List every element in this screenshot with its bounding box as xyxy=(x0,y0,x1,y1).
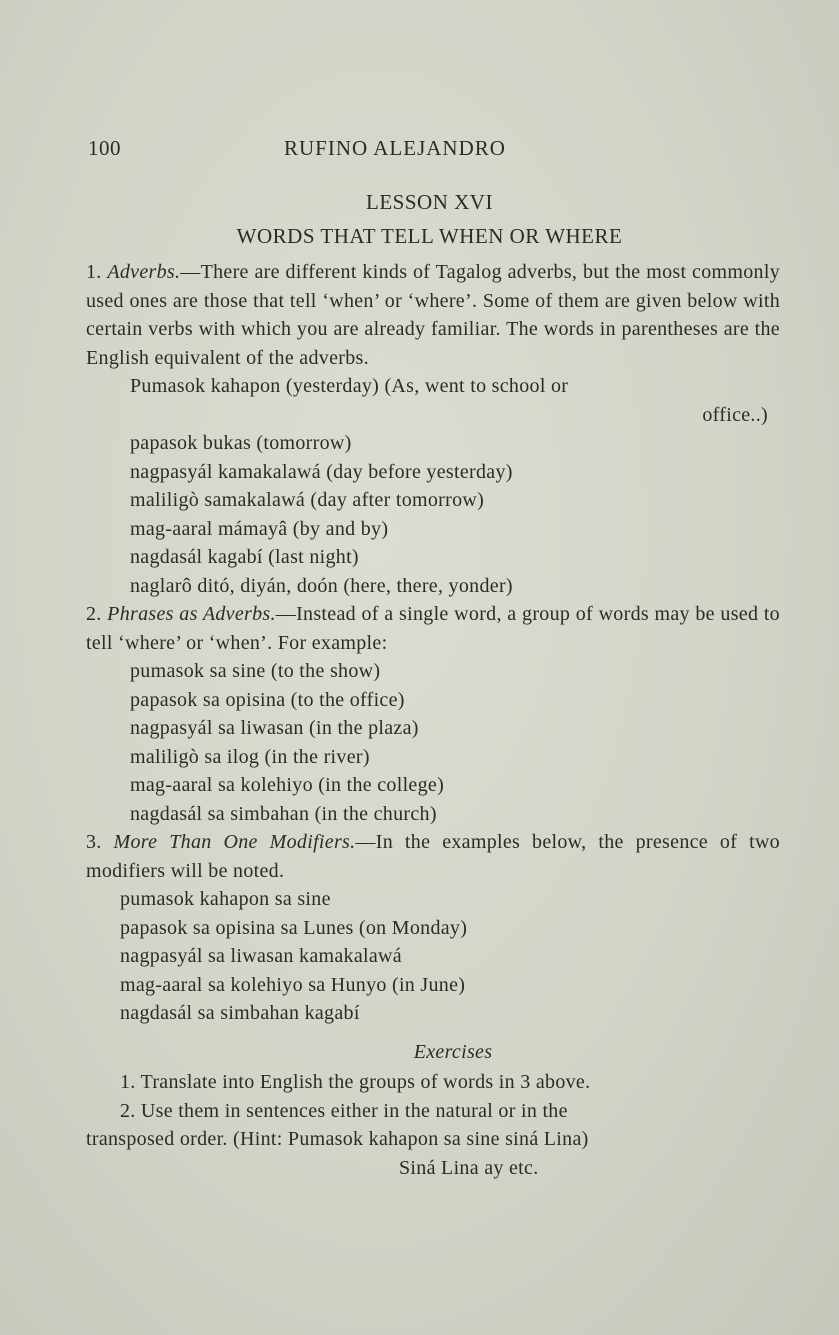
running-head: RUFINO ALEJANDRO xyxy=(284,136,506,160)
section-number: 2. xyxy=(86,603,102,625)
list-item: maliligò sa ilog (in the river) xyxy=(130,745,370,768)
lesson-body xyxy=(86,258,780,1182)
list-item: nagpasyál sa liwasan (in the plaza) xyxy=(130,717,419,739)
phrase-examples-list xyxy=(86,657,780,828)
section-text: —There are different kinds of Tagalog adverbs, but the most commonly used ones are those that tell ‘when’ or ‘where’. Some of them are given below with certain verbs with which you are already familiar. The words in parentheses are the English equivalent of the adverbs. xyxy=(86,261,780,369)
exercise-hint-continuation: Siná Lina ay etc. xyxy=(399,1156,539,1179)
section-adverbs xyxy=(86,258,780,372)
list-item: naglarô ditó, diyán, doón (here, there, yonder) xyxy=(130,574,513,597)
list-item: nagpasyál kamakalawá (day before yesterday) xyxy=(130,460,513,483)
exercises-heading: Exercises xyxy=(413,1040,493,1063)
section-text: —In the examples below, the presence of two modifiers will be noted. xyxy=(86,831,780,882)
section-heading: Phrases as Adverbs. xyxy=(107,603,276,625)
list-item: papasok sa opisina (to the office) xyxy=(130,688,405,711)
list-item: nagpasyál sa liwasan kamakalawá xyxy=(120,945,402,967)
section-more-than-one-modifier xyxy=(86,828,780,885)
list-item: papasok bukas (tomorrow) xyxy=(130,432,352,454)
section-phrases-as-adverbs xyxy=(86,600,780,657)
list-item: nagdasál kagabí (last night) xyxy=(130,546,359,568)
list-item: maliligò samakalawá (day after tomorrow) xyxy=(130,489,485,511)
example-line: Pumasok kahapon (yesterday) (As, went to school or xyxy=(130,375,569,397)
list-item: papasok sa opisina sa Lunes (on Monday) xyxy=(120,916,468,939)
example-line-continuation: office..) xyxy=(702,403,768,426)
lesson-title xyxy=(0,190,839,215)
exercise-item-continuation: transposed order. (Hint: Pumasok kahapon sa sine siná Lina) xyxy=(86,1128,589,1150)
list-item: nagdasál sa simbahan (in the church) xyxy=(130,802,437,825)
list-item: mag-aaral sa kolehiyo sa Hunyo (in June) xyxy=(120,973,466,996)
list-item: mag-aaral mámayâ (by and by) xyxy=(130,517,389,540)
list-item: pumasok sa sine (to the show) xyxy=(130,660,381,682)
section-heading: More Than One Modifiers. xyxy=(113,831,356,853)
list-item: nagdasál sa simbahan kagabí xyxy=(120,1002,360,1024)
section-text: —Instead of a single word, a group of words may be used to tell ‘where’ or ‘when’. For example: xyxy=(86,603,780,654)
exercise-item: 1. Translate into English the groups of words in 3 above. xyxy=(120,1071,591,1093)
list-item: pumasok kahapon sa sine xyxy=(120,888,331,910)
lesson-subtitle-text: WORDS THAT TELL WHEN OR WHERE xyxy=(236,224,623,248)
section-heading: Adverbs. xyxy=(107,261,181,283)
list-item: mag-aaral sa kolehiyo (in the college) xyxy=(130,774,445,796)
modifier-examples-list xyxy=(86,885,780,1028)
section-number: 1. xyxy=(86,261,102,283)
lesson-subtitle xyxy=(0,224,839,249)
section-number: 3. xyxy=(86,831,102,853)
lesson-title-text: LESSON XVI xyxy=(366,190,493,214)
page-number: 100 xyxy=(88,136,121,160)
adverb-examples-list xyxy=(86,429,780,600)
exercise-item: 2. Use them in sentences either in the natural or in the xyxy=(120,1099,568,1122)
